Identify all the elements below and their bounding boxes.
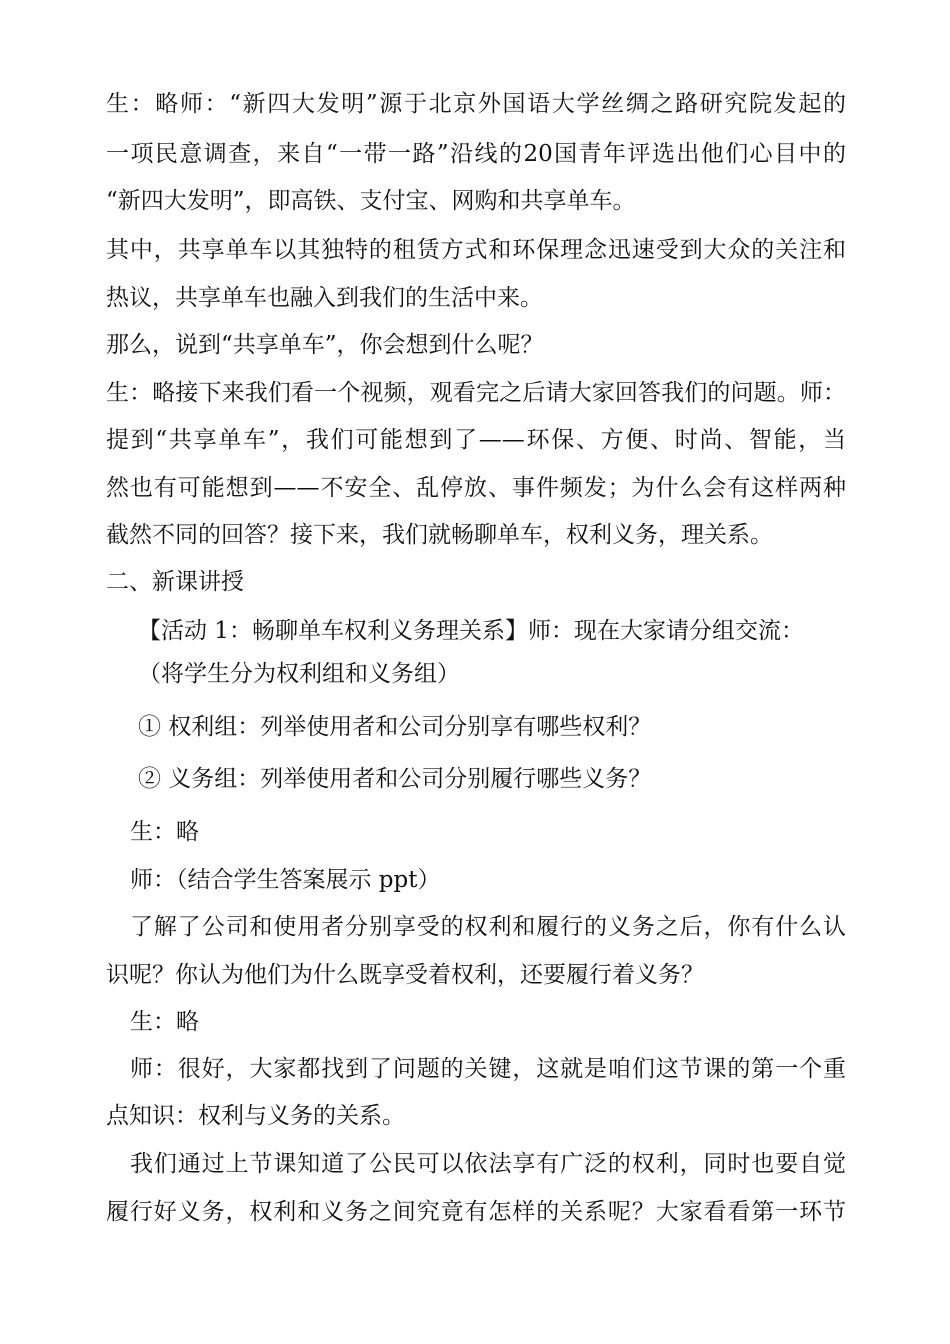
text-line: 师：很好，大家都找到了问题的关键，这就是咱们这节课的第一个重 [130,1056,846,1082]
section-heading: 二、新课讲授 [106,569,244,595]
text-line: 师：（结合学生答案展示 ppt） [130,867,441,893]
text-line: 其中，共享单车以其独特的租赁方式和环保理念迅速受到大众的关注和 [106,237,846,263]
text-line: 点知识：权利与义务的关系。 [106,1103,405,1129]
text-line: 生：略 [130,819,199,845]
list-item: ① 权利组：列举使用者和公司分别享有哪些权利？ [138,714,652,740]
text-line: 截然不同的回答？接下来，我们就畅聊单车，权利义务，理关系。 [106,522,773,548]
text-line: 识呢？你认为他们为什么既享受着权利，还要履行着义务？ [106,962,704,988]
text-line: 生：略 [130,1009,199,1035]
text-line: 我们通过上节课知道了公民可以依法享有广泛的权利，同时也要自觉 [130,1151,846,1177]
text-line: 提到“共享单车”，我们可能想到了——环保、方便、时尚、智能，当 [106,427,846,453]
text-line: 热议，共享单车也融入到我们的生活中来。 [106,285,543,311]
text-line: 了解了公司和使用者分别享受的权利和履行的义务之后，你有什么认 [130,914,846,940]
text-line: 履行好义务，权利和义务之间究竟有怎样的关系呢？大家看看第一环节 [106,1199,846,1225]
activity-title: 【活动 1：畅聊单车权利义务理关系】师：现在大家请分组交流： [138,618,804,644]
text-line: “新四大发明”，即高铁、支付宝、网购和共享单车。 [106,188,636,214]
text-line: 生：略师：“新四大发明”源于北京外国语大学丝绸之路研究院发起的 [106,91,846,117]
text-line: （将学生分为权利组和义务组） [138,661,460,687]
text-line: 那么，说到“共享单车”，你会想到什么呢？ [106,332,544,358]
text-line: 生：略接下来我们看一个视频，观看完之后请大家回答我们的问题。师： [106,380,846,406]
list-item: ② 义务组：列举使用者和公司分别履行哪些义务？ [138,766,652,792]
text-line: 一项民意调查，来自“一带一路”沿线的20国青年评选出他们心目中的 [106,141,846,167]
text-line: 然也有可能想到——不安全、乱停放、事件频发；为什么会有这样两种 [106,475,846,501]
